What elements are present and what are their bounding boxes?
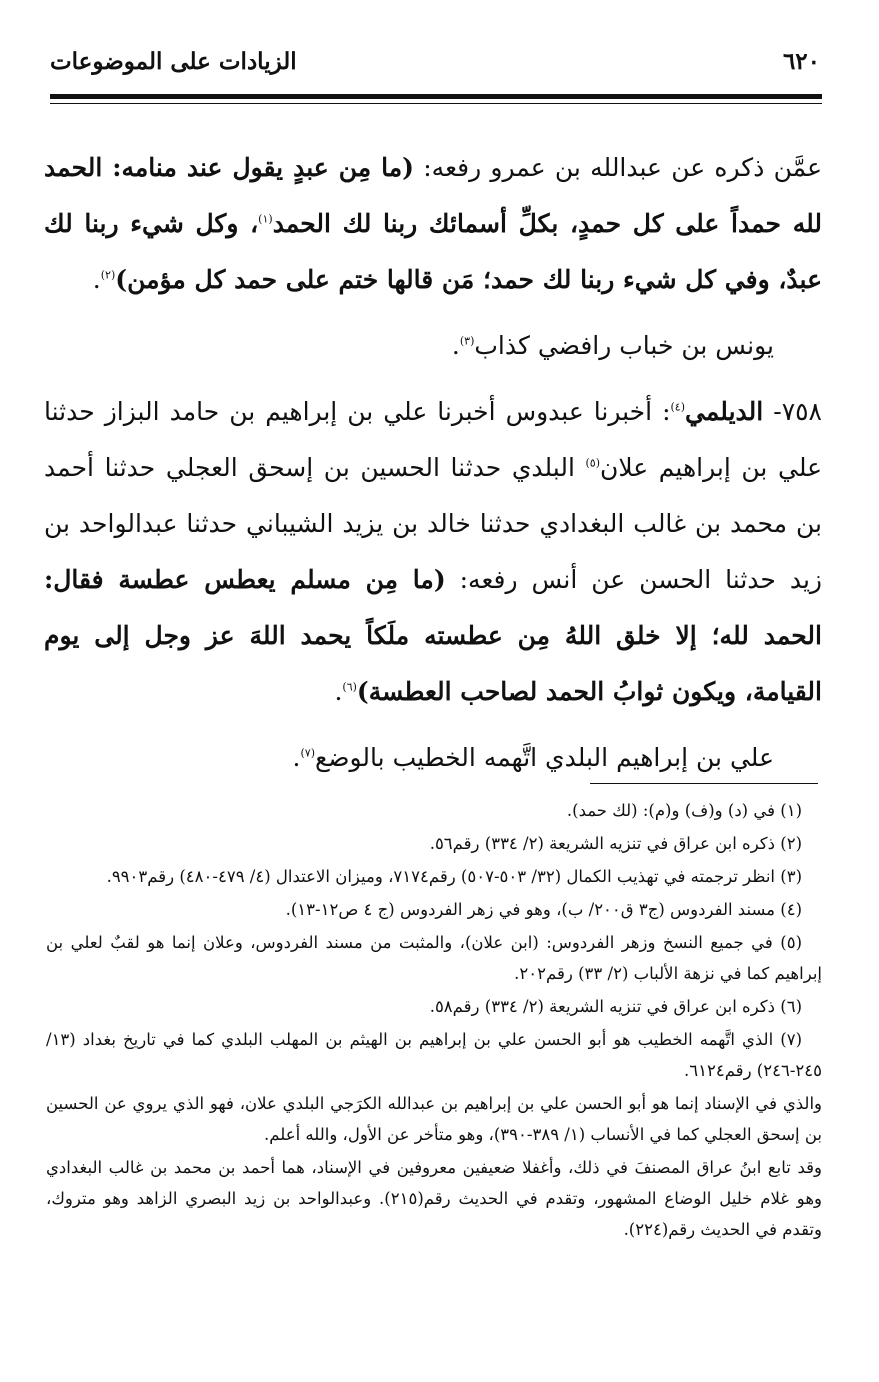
text-span: علي بن إبراهيم البلدي اتَّهمه الخطيب بالوضع — [314, 743, 774, 772]
page-number: ٦٢٠ — [782, 48, 820, 75]
footnote-4: (٤) مسند الفردوس (ج٣ ق٢٠٠/ ب)، وهو في زهر الفردوس (ج ٤ ص١٢-١٣). — [285, 900, 802, 919]
footnote-ref: (٧) — [300, 746, 315, 760]
hadith-text: (ما مِن مسلم يعطس عطسة فقال: الحمد لله؛ إلا خلق اللهُ مِن عطسته ملَكاً يحمد اللهَ عز وجل إلى يوم القيامة، ويكون ثوابُ الحمد لصاحب العطسة) — [44, 565, 822, 706]
paragraph-hadith-758 — [44, 384, 822, 720]
paragraph-comment-2 — [44, 730, 822, 786]
footnotes — [46, 795, 822, 1247]
hadith-number: ٧٥٨- — [763, 397, 822, 426]
text-span: عمَّن ذكره عن عبدالله بن عمرو رفعه: — [414, 153, 822, 182]
paragraph-hadith-1 — [44, 140, 822, 308]
paragraph-comment-1 — [44, 318, 822, 374]
hadith-text: ، وكل شيء ربنا لك عبدٌ، وفي كل شيء ربنا لك حمد؛ مَن قالها ختم على حمد كل مؤمن) — [44, 209, 822, 294]
footnote-ref: (٤) — [670, 400, 686, 414]
text-span: يونس بن خباب رافضي كذاب — [474, 331, 774, 360]
footnote-5: (٥) في جميع النسخ وزهر الفردوس: (ابن علان)، والمثبت من مسند الفردوس، وعلان إنما هو لقبٌ لعلي بن إبراهيم كما في نزهة الألباب (٢/ ٣٣) رقم٢٠٢. — [46, 933, 822, 983]
text-span: . — [334, 677, 343, 706]
text-span: . — [451, 331, 460, 360]
source-name: الديلمي — [685, 397, 764, 426]
footnote-6: (٦) ذكره ابن عراق في تنزيه الشريعة (٢/ ٣٣٤) رقم٥٨. — [429, 997, 802, 1016]
footnote-1: (١) في (د) و(ف) و(م): (لك حمد). — [566, 801, 802, 820]
main-text — [44, 140, 822, 796]
page-header — [50, 40, 820, 90]
header-rule-thick — [50, 94, 822, 99]
hadith-text: (ما مِن عبدٍ يقول عند منامه: الحمد لله حمداً على كل حمدٍ، بكلِّ أسمائك ربنا لك الحمد — [44, 153, 822, 238]
header-rule-thin — [50, 103, 822, 104]
footnote-separator — [590, 783, 818, 784]
footnote-ref: (٥) — [585, 456, 601, 470]
footnote-ref: (٣) — [459, 334, 475, 348]
footnote-note-1: والذي في الإسناد إنما هو أبو الحسن علي بن إبراهيم بن عبدالله الكرَجي البلدي علان، فهو الذي يروي عن الحسين بن إسحق العجلي كما في الأنساب (١/ ٣٨٩-٣٩٠)، وهو متأخر عن الأول، والله أعلم. — [46, 1094, 822, 1144]
footnote-ref: (٦) — [342, 680, 357, 694]
footnote-ref: (١) — [258, 212, 273, 226]
footnote-7: (٧) الذي اتَّهمه الخطيب هو أبو الحسن علي بن إبراهيم بن الهيثم بن المهلب البلدي كما في تاريخ بغداد (١٣/ ٢٤٥-٢٤٦) رقم٦١٢٤. — [46, 1030, 822, 1080]
footnote-2: (٢) ذكره ابن عراق في تنزيه الشريعة (٢/ ٣٣٤) رقم٥٦. — [429, 834, 802, 853]
footnote-ref: (٢) — [100, 268, 116, 282]
text-span: . — [92, 265, 101, 294]
text-span: . — [292, 743, 301, 772]
footnote-note-2: وقد تابع ابنُ عراق المصنفَ في ذلك، وأغفلا ضعيفين معروفين في الإسناد، هما أحمد بن محمد بن غالب البغدادي وهو غلام خليل الوضاع المشهور، وتقدم في الحديث رقم(٢١٥). وعبدالواحد بن زيد البصري الزاهد وهو متروك، وتقدم في الحديث رقم(٢٢٤). — [46, 1158, 822, 1239]
text-span: : أخبرنا عبدوس أخبرنا علي بن إبراهيم بن حامد البزاز حدثنا علي بن إبراهيم علان — [44, 397, 823, 482]
running-title: الزيادات على الموضوعات — [50, 48, 297, 75]
text-span: البلدي حدثنا الحسين بن إسحق العجلي حدثنا أحمد بن محمد بن غالب البغدادي حدثنا خالد بن يزيد الشيباني حدثنا عبدالواحد بن زيد حدثنا الحسن عن أنس رفعه: — [44, 453, 822, 594]
footnote-3: (٣) انظر ترجمته في تهذيب الكمال (٣٢/ ٥٠٣-٥٠٧) رقم٧١٧٤، وميزان الاعتدال (٤/ ٤٧٩-٤٨٠) رقم٩٩٠٣. — [106, 867, 802, 886]
